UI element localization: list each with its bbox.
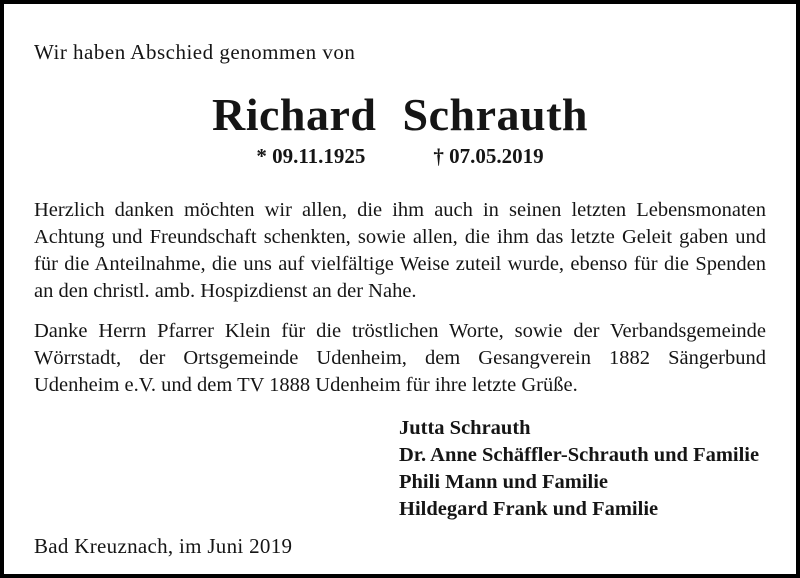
obituary-notice — [4, 40, 796, 559]
death-date: † 07.05.2019 — [433, 143, 544, 168]
mourner-name: Hildegard Frank und Familie — [399, 497, 659, 520]
life-dates — [4, 144, 796, 169]
mourner-name: Dr. Anne Schäffler-Schrauth und Familie — [399, 443, 760, 466]
intro-line: Wir haben Abschied genommen von — [34, 40, 356, 64]
mourner-name: Jutta Schrauth — [399, 416, 531, 439]
deceased-name: Richard Schrauth — [212, 89, 588, 140]
place-and-date: Bad Kreuznach, im Juni 2019 — [34, 533, 293, 558]
mourner-name: Phili Mann und Familie — [399, 470, 609, 493]
mourners-list — [399, 415, 766, 523]
birth-date: * 09.11.1925 — [256, 143, 366, 168]
thanks-paragraph: Herzlich danken möchten wir allen, die ihm auch in seinen letzten Lebensmonaten Achtung und Freundschaft schenkten, sowie allen, die ihm das letzte Geleit gaben und für die Anteilnahme, die uns auf vielfältige Weise zuteil wurde, ebenso für die Spenden an den christl. amb. Hospizdienst an der Nahe. — [34, 198, 766, 302]
acknowledgement-paragraph: Danke Herrn Pfarrer Klein für die tröstlichen Worte, sowie der Verbandsgemeinde Wörrstadt, der Ortsgemeinde Udenheim, dem Gesangverein 1882 Sängerbund Udenheim e.V. und dem TV 1888 Udenheim für ihre letzte Grüße. — [34, 319, 766, 396]
